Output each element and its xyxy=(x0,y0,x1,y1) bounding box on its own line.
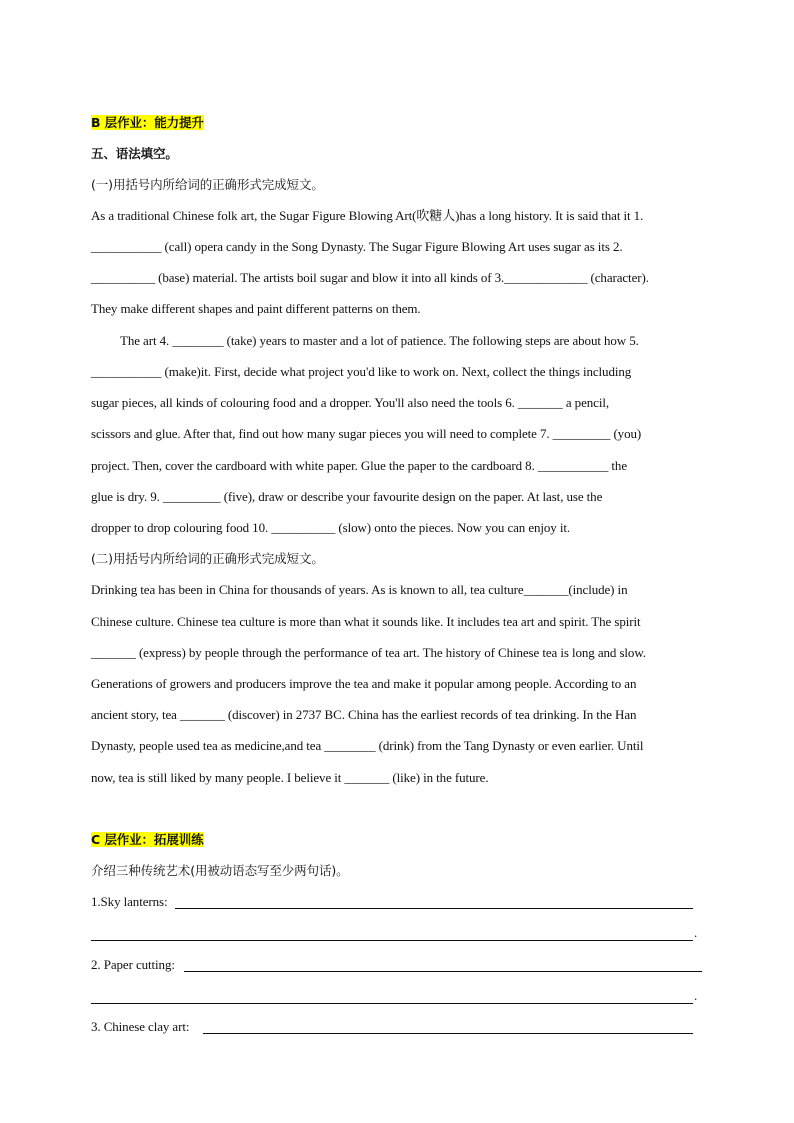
passage1-line: sugar pieces, all kinds of colouring food and a dropper. You'll also need the tools 6. _______ a pencil, xyxy=(91,395,609,410)
writing-item-label: 3. Chinese clay art: xyxy=(91,1019,190,1034)
passage2-line: Dynasty, people used tea as medicine,and tea ________ (drink) from the Tang Dynasty or even earlier. Until xyxy=(91,738,644,753)
answer-line[interactable] xyxy=(91,1003,693,1004)
answer-line[interactable] xyxy=(203,1033,693,1034)
passage2-line: Generations of growers and producers improve the tea and make it popular among people. According to an xyxy=(91,676,637,691)
passage2-line: Chinese culture. Chinese tea culture is more than what it sounds like. It includes tea art and spirit. The spirit xyxy=(91,614,641,629)
passage1-line: dropper to drop colouring food 10. __________ (slow) onto the pieces. Now you can enjoy it. xyxy=(91,520,571,535)
passage1-line: They make different shapes and paint different patterns on them. xyxy=(91,301,421,316)
part1-instruction: (一)用括号内所给词的正确形式完成短文。 xyxy=(91,177,324,192)
writing-item-label: 1.Sky lanterns: xyxy=(91,894,168,909)
answer-line[interactable] xyxy=(175,908,693,909)
passage2-line: _______ (express) by people through the performance of tea art. The history of Chinese tea is long and slow. xyxy=(91,645,646,660)
passage1-line: glue is dry. 9. _________ (five), draw or describe your favourite design on the paper. At last, use the xyxy=(91,489,603,504)
passage1-line: __________ (base) material. The artists boil sugar and blow it into all kinds of 3._____________ (character). xyxy=(91,270,649,285)
passage1-line: As a traditional Chinese folk art, the Sugar Figure Blowing Art(吹糖人)has a long history. It is said that it 1. xyxy=(91,208,644,223)
passage1-line: ___________ (make)it. First, decide what project you'd like to work on. Next, collect the things including xyxy=(91,364,632,379)
passage2-line: now, tea is still liked by many people. I believe it _______ (like) in the future. xyxy=(91,770,489,785)
section-b-title: B 层作业：能力提升 xyxy=(91,115,204,130)
section-c-title: C 层作业：拓展训练 xyxy=(91,832,204,847)
passage1-line: scissors and glue. After that, find out how many sugar pieces you will need to complete 7. _________ (you) xyxy=(91,426,642,441)
answer-line[interactable] xyxy=(91,940,693,941)
section-c-instruction: 介绍三种传统艺术(用被动语态写至少两句话)。 xyxy=(91,863,349,878)
passage2-line: ancient story, tea _______ (discover) in 2737 BC. China has the earliest records of tea drinking. In the Han xyxy=(91,707,637,722)
writing-item-label: 2. Paper cutting: xyxy=(91,957,175,972)
part2-instruction: (二)用括号内所给词的正确形式完成短文。 xyxy=(91,551,324,566)
answer-line[interactable] xyxy=(184,971,702,972)
passage1-para2-first-line: The art 4. ________ (take) years to master and a lot of patience. The following steps are about how 5. xyxy=(120,333,639,348)
passage1-line: project. Then, cover the cardboard with white paper. Glue the paper to the cardboard 8. ___________ the xyxy=(91,458,627,473)
line-end-period: . xyxy=(694,988,698,1003)
passage2-line: Drinking tea has been in China for thousands of years. As is known to all, tea culture_______(include) in xyxy=(91,582,628,597)
section-b-subtitle: 五、语法填空。 xyxy=(91,146,178,161)
line-end-period: . xyxy=(694,925,698,940)
passage1-line: ___________ (call) opera candy in the Song Dynasty. The Sugar Figure Blowing Art uses sugar as its 2. xyxy=(91,239,623,254)
